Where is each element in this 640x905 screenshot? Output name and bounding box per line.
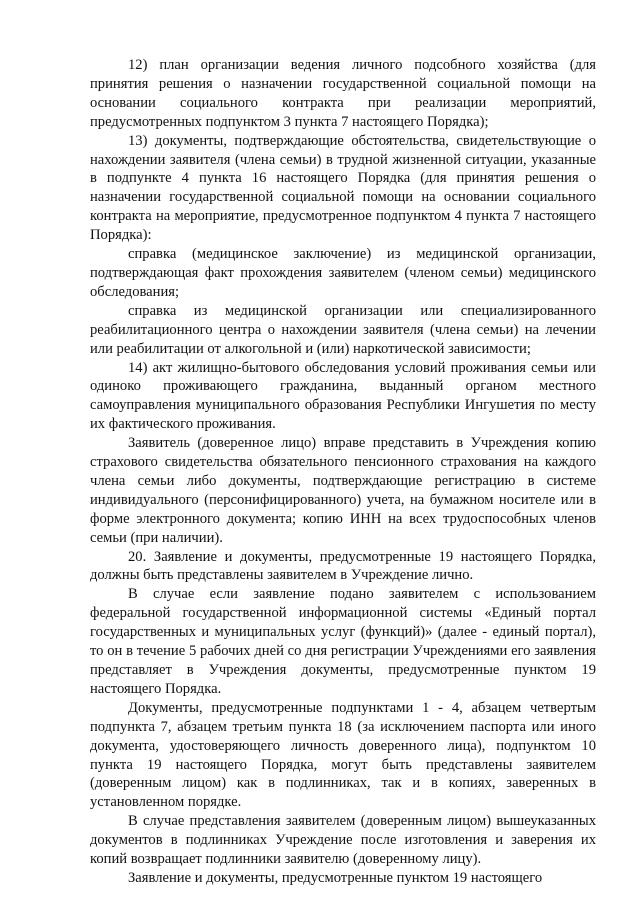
paragraph-subitem-14: 14) акт жилищно-бытового обследования условий проживания семьи или одиноко проживающего гражданина, выданный органом местного самоуправления муниципального образования Республики Ингушетия по месту их фактического проживания. bbox=[90, 359, 596, 433]
paragraph-medical-certificate: справка (медицинское заключение) из медицинской организации, подтверждающая факт прохождения заявителем (членом семьи) медицинского обследования; bbox=[90, 246, 596, 300]
document-page bbox=[90, 56, 596, 888]
paragraph-item-20: 20. Заявление и документы, предусмотренные 19 настоящего Порядка, должны быть представлены заявителем в Учреждение лично. bbox=[90, 548, 596, 584]
paragraph-optional-documents: Заявитель (доверенное лицо) вправе представить в Учреждения копию страхового свидетельства обязательного пенсионного страхования на каждого члена семьи либо документы, подтверждающие регистрацию в системе индивидуального (персонифицированного) учета, на бумажном носителе или в форме электронного документа; копию ИНН на всех трудоспособных членов семьи (при наличии). bbox=[90, 435, 596, 546]
paragraph-subitem-12: 12) план организации ведения личного подсобного хозяйства (для принятия решения о назначении государственной социальной помощи на основании социального контракта при реализации мероприятий, предусмотренных подпунктом 3 пункта 7 настоящего Порядка); bbox=[90, 57, 596, 130]
paragraph-continuation: Заявление и документы, предусмотренные пунктом 19 настоящего bbox=[128, 869, 543, 886]
paragraph-rehab-certificate: справка из медицинской организации или специализированного реабилитационного центра о нахождении заявителя (члена семьи) на лечении или реабилитации от алкогольной и (или) наркотической зависимости; bbox=[90, 302, 596, 357]
paragraph-originals-or-copies: Документы, предусмотренные подпунктами 1 - 4, абзацем четвертым подпункта 7, абзацем третьим пункта 18 (за исключением паспорта или иного документа, удостоверяющего личность доверенного лица), подпунктом 10 пункта 19 настоящего Порядка, могут быть представлены заявителем (доверенным лицом) как в подлинниках, так и в копиях, заверенных в установленном порядке. bbox=[90, 699, 596, 811]
paragraph-return-originals: В случае представления заявителем (доверенным лицом) вышеуказанных документов в подлинниках Учреждение после изготовления и заверения их копий возвращает подлинники заявителю (доверенному лицу). bbox=[90, 813, 596, 868]
paragraph-subitem-13: 13) документы, подтверждающие обстоятельства, свидетельствующие о нахождении заявителя (члена семьи) в трудной жизненной ситуации, указанные в подпункте 4 пункта 16 настоящего Порядка (для принятия решения о назначении государственной социальной помощи на основании социального контракта на мероприятие, предусмотренное подпунктом 4 пункта 7 настоящего Порядка): bbox=[90, 132, 596, 244]
paragraph-unified-portal: В случае если заявление подано заявителем с использованием федеральной государственной информационной системы «Единый портал государственных и муниципальных услуг (функций)» (далее - единый портал), то он в течение 5 рабочих дней со дня регистрации Учреждениями его заявления представляет в Учреждения документы, предусмотренные пунктом 19 настоящего Порядка. bbox=[90, 586, 596, 697]
